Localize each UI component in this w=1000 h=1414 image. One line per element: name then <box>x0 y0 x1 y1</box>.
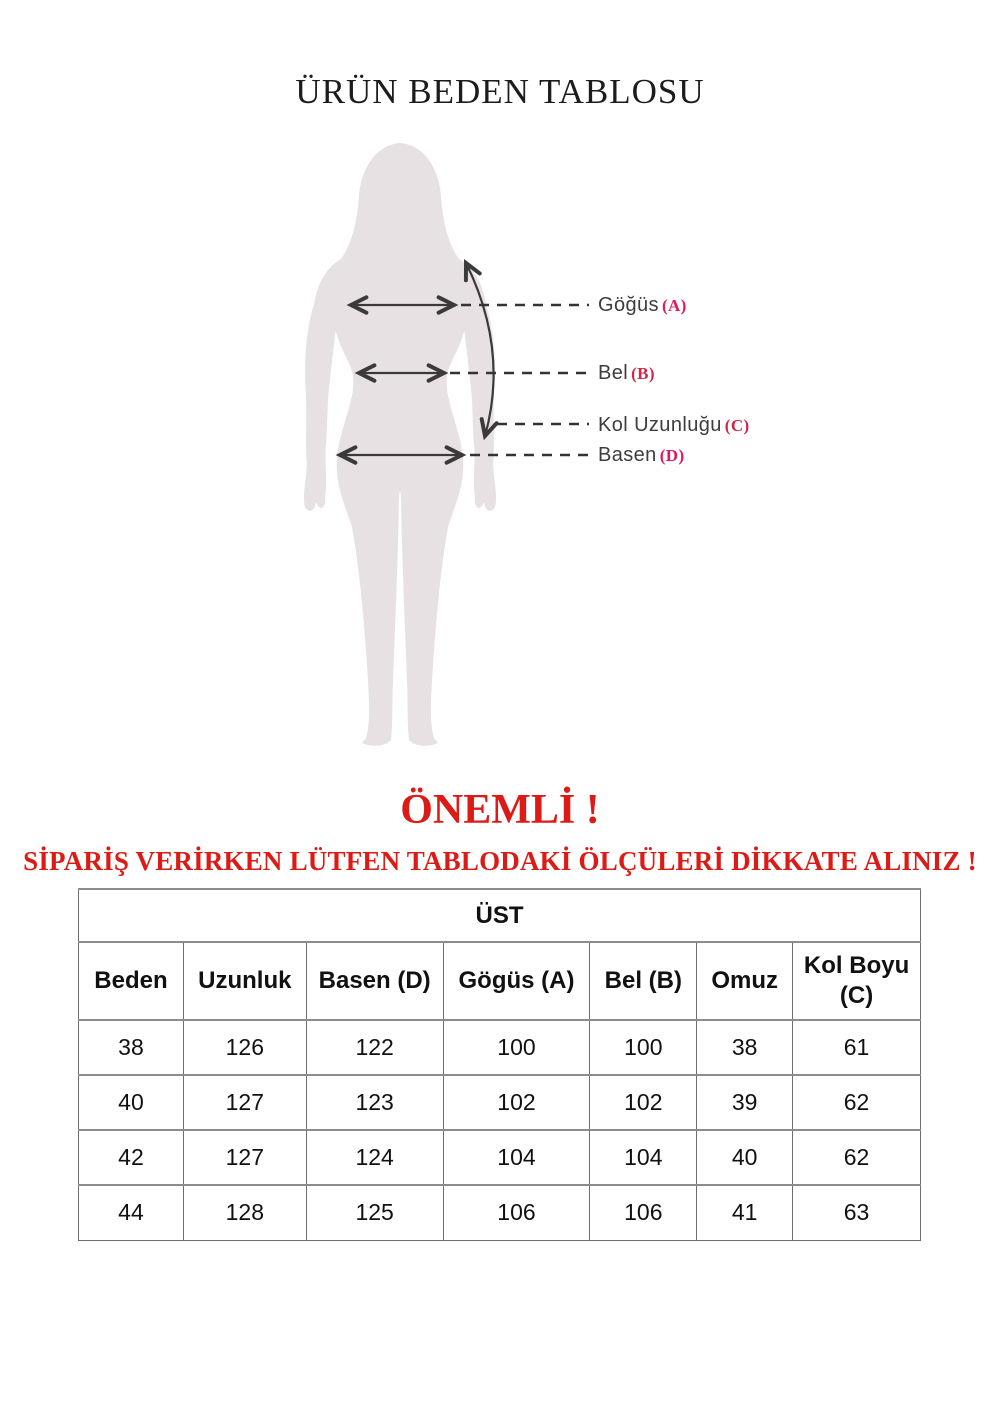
table-cell: 106 <box>443 1185 590 1240</box>
table-row <box>79 1020 921 1075</box>
column-header-bel: Bel (B) <box>590 942 697 1020</box>
table-cell: 124 <box>306 1130 443 1185</box>
measurement-label-text: Bel <box>598 362 629 384</box>
table-cell: 104 <box>590 1130 697 1185</box>
measurement-label-kol <box>598 412 750 439</box>
table-group-header: ÜST <box>79 889 921 942</box>
table-cell: 100 <box>590 1020 697 1075</box>
column-header-kol-boyu: Kol Boyu (C) <box>793 942 921 1020</box>
table-cell: 106 <box>590 1185 697 1240</box>
table-cell: 40 <box>79 1075 184 1130</box>
column-header-beden: Beden <box>79 942 184 1020</box>
column-header-uzunluk: Uzunluk <box>183 942 306 1020</box>
column-header-basen: Basen (D) <box>306 942 443 1020</box>
column-header-omuz: Omuz <box>697 942 793 1020</box>
table-cell: 39 <box>697 1075 793 1130</box>
table-cell: 62 <box>793 1130 921 1185</box>
measurement-letter-d: (D) <box>659 446 685 465</box>
table-row <box>79 1130 921 1185</box>
table-cell: 102 <box>443 1075 590 1130</box>
table-cell: 42 <box>79 1130 184 1185</box>
size-table-wrap <box>78 888 921 1241</box>
table-cell: 123 <box>306 1075 443 1130</box>
measurement-label-text: Göğüs <box>598 294 659 316</box>
measurement-label-text: Kol Uzunluğu <box>598 414 722 436</box>
table-cell: 62 <box>793 1075 921 1130</box>
table-cell: 44 <box>79 1185 184 1240</box>
table-cell: 128 <box>183 1185 306 1240</box>
measurement-label-gogus <box>598 292 687 319</box>
table-cell: 104 <box>443 1130 590 1185</box>
table-cell: 38 <box>79 1020 184 1075</box>
column-header-gogus: Gögüs (A) <box>443 942 590 1020</box>
measurement-label-text: Basen <box>598 444 657 466</box>
table-cell: 63 <box>793 1185 921 1240</box>
page-title: ÜRÜN BEDEN TABLOSU <box>295 72 705 111</box>
measurement-label-bel <box>598 360 655 387</box>
table-cell: 127 <box>183 1130 306 1185</box>
table-cell: 102 <box>590 1075 697 1130</box>
table-group-header-row <box>79 889 921 942</box>
table-column-header-row <box>79 942 921 1020</box>
size-table <box>78 888 921 1241</box>
body-silhouette <box>304 143 496 746</box>
table-row <box>79 1075 921 1130</box>
table-cell: 122 <box>306 1020 443 1075</box>
table-cell: 38 <box>697 1020 793 1075</box>
table-cell: 41 <box>697 1185 793 1240</box>
table-cell: 40 <box>697 1130 793 1185</box>
table-cell: 127 <box>183 1075 306 1130</box>
table-row <box>79 1185 921 1240</box>
table-cell: 61 <box>793 1020 921 1075</box>
notice-warning: SİPARİŞ VERİRKEN LÜTFEN TABLODAKİ ÖLÇÜLERİ DİKKATE ALINIZ ! <box>23 846 977 876</box>
measurement-letter-b: (B) <box>631 364 655 383</box>
table-cell: 126 <box>183 1020 306 1075</box>
table-cell: 100 <box>443 1020 590 1075</box>
table-cell: 125 <box>306 1185 443 1240</box>
measurement-letter-c: (C) <box>724 416 750 435</box>
measurement-label-basen <box>598 442 685 469</box>
measurement-letter-a: (A) <box>661 296 687 315</box>
notice-heading: ÖNEMLİ ! <box>400 787 600 833</box>
